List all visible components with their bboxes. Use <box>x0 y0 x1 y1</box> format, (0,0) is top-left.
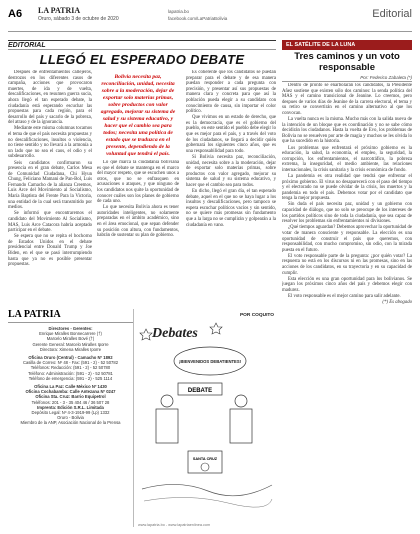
credit-line: Teléfono de emergencia: (591 - 2) - 525 1114 <box>28 375 113 381</box>
page-header <box>8 4 412 32</box>
credit-line: Oficina La Paz: Calle México Nº 1430 <box>34 384 107 390</box>
editorial-label: EDITORIAL <box>8 40 276 50</box>
editorial-column-1 <box>8 70 92 302</box>
credit-line: Directora: Ximena Miralles Iporre <box>39 346 102 352</box>
issue-date: Oruro, sábado 3 de octubre de 2020 <box>38 16 119 22</box>
paragraph: Es coherente que los candidatos se puedan preparar para el debate y de esa manera puedan responder a cada pregunta con precisión, y presentar así sus propuestas de manera clara y concreta para que así la población pueda elegir a su candidato con conocimiento de causa, sin importar el color político. <box>186 70 276 115</box>
paragraph: En dicho, llegó el gran día, el tan esperado debate, aquel en el que no se haya lugar a los insultos y descalificaciones, pero tampoco se espera escuchar políticos vacíos y sin sentido, no se quiere más promesas sin fundamento que a la larga no se cumplirán y golpearán a la ciudadanía en vano. <box>186 188 276 228</box>
credit-line: Imprenta: Edición S.R.L. Limitada <box>37 404 104 410</box>
masthead-footer[interactable]: www.lapatria.bo - www.lapatriaenlinea.com <box>138 523 211 527</box>
credit-line: Casilla de Correo: Nº 48 - Fax: (591 - 2) - 52 50782 <box>22 360 119 366</box>
credit-line: Oficina Sta. Cruz: Barrio Equipetrol <box>35 394 106 400</box>
paragraph: Dentro de pronto se enarbolarán los candidatos, la Presidente Añez sostiene que existen sólo dos caminos: la senda política del MAS y el camino transicional de Jeanine. Lo creemos, pero despues de varios días de Jeanine de la carrera electoral, el tema y su retiro se convertirán en el camino alternativo al que los convocan. <box>282 83 412 116</box>
bubble-text: ¡BIENVENIDOS DEBATIENTES! <box>178 359 242 364</box>
footnote: (*) Es abogado <box>382 300 412 306</box>
masthead-credits <box>8 326 133 426</box>
paragraph: La pandemia es otra realidad que tendrá que enfrentar el próximo gobierno. El virus no desaparecerá con el paso del tiempo y el electorado no se puede olvidar de la crisis, los muertos y la pandemia en todo el país. Debemos votar por el candidato que tenga la mejor propuesta. <box>282 174 412 202</box>
web-links <box>168 8 227 22</box>
masthead-box <box>8 309 134 527</box>
podium <box>156 409 178 443</box>
section-name: Editorial <box>372 8 412 20</box>
credit-line: Depósito Legal: Nº 4-3-1919-99 (Lp) 1332 <box>31 410 110 416</box>
paragraph: Mediante este misma columnas tocamos el tema de que el país necesita propuestas y no descalificaciones, insultos o violencia, no tiene sentido y no llevará a la armonía a un lado que no sea el caos, el odio y el subdesarrollo. <box>8 126 92 160</box>
booth <box>188 451 222 473</box>
paragraph: ¿Qué tiempos aguardan? Debemos aprovechar la oportunidad de votar de manera consciente y responsable. La elección es una oportunidad de construir el país que queremos, con responsabilidad, con mucho compromiso, sin odio, con la mirada puesta en el futuro. <box>282 225 412 253</box>
paragraph: Seis candidatos confirmaron su presencia en el gran debate, Carlos Mesa de Comunidad Ciudadana, Chi Hyun Chung, Feliciano Mamani de Pan-Bol, Luis Fernando Camacho de la alianza Creemos, Luis Arce del Movimiento al Socialismo, María Baptista del Frente Para la Victoria, una entidad de la cual será transmitido por medios. <box>8 160 92 211</box>
paragraph: El voto responsable es el mejor camino para salir adelante. <box>288 293 401 299</box>
editorial-column-3 <box>186 70 276 302</box>
credit-line: Enrique Miralles Bonnecarrere (†) <box>39 331 102 337</box>
credit-line: Oruro - Bolivia <box>57 415 84 421</box>
star-icon <box>140 329 152 340</box>
credit-line: Gerente General: Marcelo Miralles Iporre <box>32 341 109 347</box>
cartoon-banner: Debates <box>152 326 198 341</box>
paragraph: Esta elección es una gran oportunidad para los bolivianos. Se juegan los próximos cinco años del país y debemos elegir con madurez. <box>282 276 412 293</box>
paragraph: Los problemas que enfrentará el próximo gobierno es la educación, la salud, la economía, el empleo, la seguridad, la corrupción, los enfrentamientos, el narcotráfico, la pobreza extrema, la inseguridad, el medio ambiente, las relaciones internacionales, la crisis sanitaria y la crisis económica de fondo. <box>282 145 412 173</box>
paragraph: El voto responsable parte de la pregunta: ¿por quién votar? La respuesta no está en los discursos ni en las promesas, sino en las acciones de los candidatos, en su trayectoria y en su capacidad de cumplir. <box>282 253 412 276</box>
paragraph: La vuelta nunca es la misma. Mucho más con la salida nueva de la intención de un bloque que es coordinación y no se sabe cómo decidirán los ciudadanos. Hasta la vuelta de Evo, los problemas de Bolivia no se resuelven por arte de magia y muchos se les olvida lo que ha sucedido en la historia. <box>282 117 412 145</box>
pull-quote-text: Bolivia necesita paz, reconciliación, unidad, necesita sobre a la moderación, dejar de exportar solo materias primas, sobre productos con valor agregado, mejorar su sistema de salud y su sistema educativo, y hacer que el cambio sea para todos; necesita una política de estado que se traduzca en el presente, dependiendo de la voluntad que tendrá el país. <box>100 74 176 157</box>
paragraph: Que vivimos en un estado de derecho, que es la democracia, que es el gobierno del pueblo, en este sentido el pueblo debe elegir lo que es mejor para el país, y a través del voto de los ciudadanos, se llegará a decidir quién gobernará los siguientes cinco años, que es una responsabilidad para todo. <box>186 115 276 154</box>
star-icon <box>210 323 222 334</box>
candidate-figure <box>235 395 247 407</box>
credit-line: Teléfonos: 201 - 3 - 35 404 46 / 36 507 28 <box>31 399 110 405</box>
paragraph: Sin duda el país necesita paz, unidad y un gobierno con capacidad de diálogo, que no solo se preocupe de los intereses de los partidos políticos sino de toda la ciudadanía, que sea capaz de resolver los problemas sin enfrentamientos ni divisiones. <box>282 202 412 225</box>
booth-label: SANTA CRUZ <box>192 457 218 461</box>
page-number: A6 <box>8 8 23 20</box>
candidate-figure <box>161 395 173 407</box>
cartoon-drawing <box>138 319 276 515</box>
web-link-site[interactable]: lapatria.bo <box>168 9 190 14</box>
ground-line <box>142 484 272 495</box>
ground-line <box>144 497 272 507</box>
credit-line: Directores - Gerentes: <box>48 326 93 331</box>
sign-text: DEBATE <box>187 388 213 394</box>
paragraph: Después de enfrentamientos callejeros, destrozos en los diferentes casos de campaña, acciones que provocaron muertes, de ida y de vuelta, descalificaciones, en resumen guerra sucia, ahora llegó el tan esperado debate, la ciudadanía está esperando escuchar las propuestas para cada región, para el desarrollo del país y sacarlo de la pobreza, del atraso y de la ignorancia. <box>8 70 92 126</box>
credit-line: Oficina Cochabamba: Calle Antezana Nº 0247 <box>25 389 116 395</box>
credit-line: Teléfonos: Redacción: (591 - 2) - 52 50780 <box>30 365 111 371</box>
brand-name: LA PATRIA <box>38 6 81 15</box>
podium <box>230 409 252 443</box>
paragraph: Lo que marca la ciudadanía boliviana es que el debate se mantenga en el marco del mayor respeto, que se escuchen unos a otros, que no se enfrasquen en acusaciones o ataques, y que ninguno de los candidatos nos quite la oportunidad de conocer cuáles son los planes de gobierno de cada uno. <box>97 160 179 205</box>
paragraph: Se informó que encontraremos el candidato del Movimiento Al Socialismo, MAS, Luis Arce Catacora habría aceptado participar en el debate. <box>8 211 92 234</box>
cartoon-credit: POR COQUITO <box>239 313 274 318</box>
web-link-facebook[interactable]: facebook.com/LaPatriaBolivia <box>168 16 228 21</box>
editorial-column-2 <box>97 160 179 302</box>
credit-line: Teléfono: Administración: (591 - 2) - 52 50781 <box>28 370 113 376</box>
editorial-title: LLEGÓ EL ESPERADO DEBATE <box>39 52 245 67</box>
paragraph: Si Bolivia necesita paz, reconciliación, unidad, necesita sobre a la moderación, dejar de exportar solo materias primas, sobre productos con valor agregado, mejorar su sistema de salud y su sistema educativo, y hacer que el cambio sea para todos. <box>186 154 276 188</box>
paragraph: Lo que necesita Bolivia ahora es tener autoridades inteligentes, no solamente preparadas en el ámbito académico, sino en el área emocional, que sepan defender su posición con altura, con fundamentos, habrán de sustentar su plan de gobierno. <box>97 205 179 239</box>
pull-quote <box>97 72 179 158</box>
paragraph: Se espera que no se repita el bochorno de Estados Unidos en el debate presidencial entre Donald Trump y Joe Biden, en el que se pasó interrumpiendo hasta que ya no es posible presentar propuestas. <box>8 234 92 268</box>
credit-line: Miembro de la ANP, Asociación Nacional de la Prensa <box>20 420 121 426</box>
column-label: EL SATÉLITE DE LA LUNA <box>282 40 412 50</box>
credit-line: Oficina Oruro (Central) - Camacho Nº 1892 <box>28 355 113 361</box>
opinion-column <box>282 83 412 523</box>
credit-line: Marcelo Miralles Bové (†) <box>46 336 95 342</box>
opinion-title: Tres caminos y un voto responsable <box>294 51 400 73</box>
masthead-logo: LA PATRIA <box>8 309 133 323</box>
opinion-author: Por: Federico Zabaleta (*) <box>282 75 412 82</box>
cartoon <box>138 309 276 527</box>
